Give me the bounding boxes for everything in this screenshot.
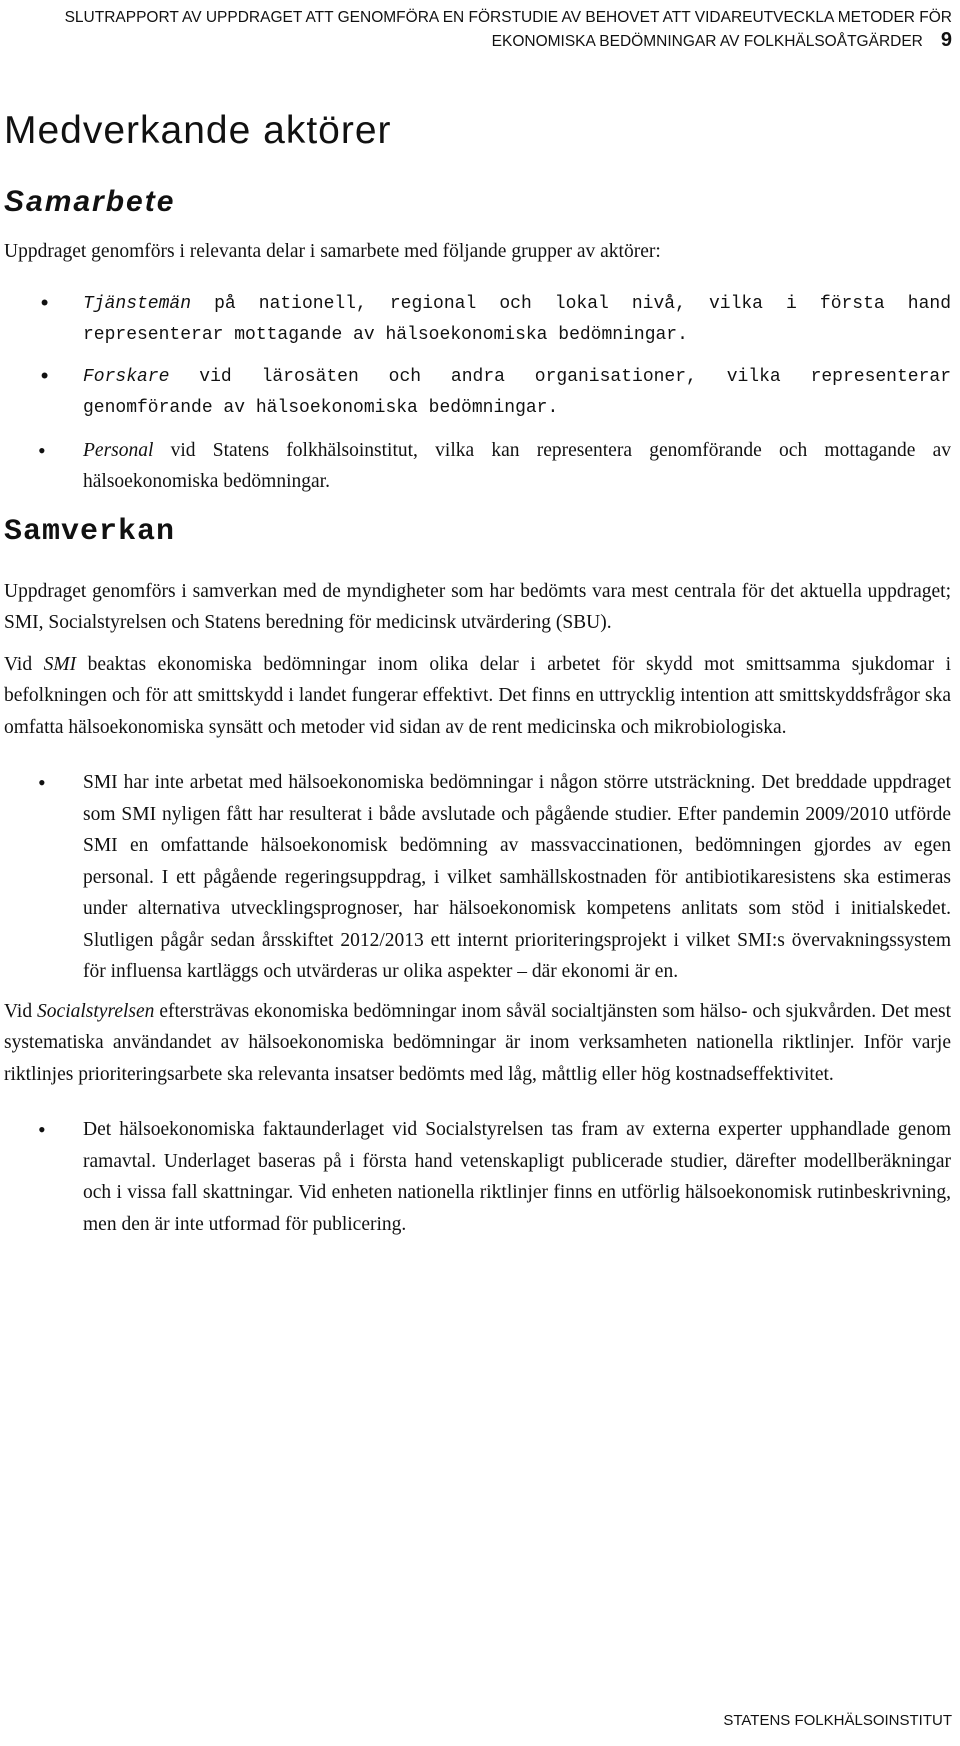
list-item: • Det hälsoekonomiska faktaunderlaget vid Socialstyrelsen tas fram av externa experter upphandlade genom ramavtal. Underlaget baseras på i första hand vetenskapligt publicerade studier, därefter modellberäkningar och i vissa fall skattningar. Vid enheten nationella riktlinjer finns en utförlig hälsoekonomisk rutinbeskrivning, men den är inte utformad för publicering. bbox=[4, 1114, 951, 1240]
header-line-1: SLUTRAPPORT AV UPPDRAGET ATT GENOMFÖRA EN FÖRSTUDIE AV BEHOVET ATT VIDAREUTVECKLA METODER FÖR bbox=[64, 9, 952, 26]
smi-list bbox=[4, 767, 951, 988]
emphasis-smi: SMI bbox=[43, 653, 77, 675]
list-item bbox=[4, 362, 951, 425]
running-header bbox=[65, 6, 952, 53]
list-item-text: på nationell, regional och lokal nivå, vilka i första hand representerar mottagande av hälsoekonomiska bedömningar. bbox=[83, 293, 951, 345]
page-content bbox=[4, 108, 951, 1240]
list-item bbox=[4, 289, 951, 352]
samarbete-intro: Uppdraget genomförs i relevanta delar i samarbete med följande grupper av aktörer: bbox=[4, 241, 661, 262]
samarbete-list bbox=[4, 289, 951, 498]
running-footer: STATENS FOLKHÄLSOINSTITUT bbox=[723, 1712, 952, 1729]
list-item-text: vid lärosäten och andra organisationer, vilka representerar genomförande av hälsoekonomiska bedömningar. bbox=[83, 366, 951, 418]
list-item bbox=[4, 435, 951, 498]
paragraph-text: Vid bbox=[4, 653, 44, 675]
page-title: Medverkande aktörer bbox=[4, 109, 392, 152]
paragraph-text: eftersträvas ekonomiska bedömningar inom såväl socialtjänsten som hälso- och sjukvården. Det mest systematiska användandet av hälsoekonomiska bedömningar är inom verksamheten nationella riktlinjer. Inför varje riktlinjes prioriteringsarbete ska relevanta insatser bedömts med låg, måttlig eller hög kostnadseffektivitet. bbox=[4, 1000, 951, 1085]
list-item-term: Forskare bbox=[83, 366, 170, 387]
paragraph-text: Vid bbox=[4, 1000, 38, 1022]
samverkan-paragraph-smi bbox=[4, 649, 951, 744]
page-number: 9 bbox=[940, 29, 952, 51]
samverkan-paragraph-socialstyrelsen bbox=[4, 996, 951, 1091]
list-item-term: Personal bbox=[83, 439, 154, 461]
samverkan-paragraph-1: Uppdraget genomförs i samverkan med de myndigheter som har bedömts vara mest centrala för det aktuella uppdraget; SMI, Socialstyrelsen och Statens beredning för medicinsk utvärdering (SBU). bbox=[4, 580, 951, 633]
list-item: • SMI har inte arbetat med hälsoekonomiska bedömningar i någon större utsträckning. Det breddade uppdraget som SMI nyligen fått har resulterat i både avslutade och pågående studier. Efter pandemin 2009/2010 utförde SMI en omfattande hälsoekonomisk bedömning av massvaccinationen, bedömningen gjordes av egen personal. I ett pågående regeringsuppdrag, i vilket samhällskostnaden för antibiotikaresistens ska estimeras under alternativa utvecklingsprognoser, har hälsoekonomisk kompetens anlitats som stöd i initialskedet. Slutligen pågår sedan årsskiftet 2012/2013 ett internt prioriteringsprojekt i vilket SMI:s övervakningssystem för influensa kartläggs och utvärderas ur olika aspekter – där ekonomi är en. bbox=[4, 767, 951, 988]
socialstyrelsen-list bbox=[4, 1114, 951, 1240]
header-line-2: EKONOMISKA BEDÖMNINGAR AV FOLKHÄLSOÅTGÄRDER bbox=[491, 33, 923, 50]
list-item-term: Tjänstemän bbox=[83, 293, 192, 314]
samverkan-heading: Samverkan bbox=[4, 514, 176, 549]
list-item-text: vid Statens folkhälsoinstitut, vilka kan representera genomförande och mottagande av hälsoekonomiska bedömningar. bbox=[83, 439, 951, 492]
paragraph-text: beaktas ekonomiska bedömningar inom olika delar i arbetet för skydd mot smittsamma sjukdomar i befolkningen och för att smittskydd i landet fungerar effektivt. Det finns en uttrycklig intention att smittskyddsfrågor ska omfatta hälsoekonomiska synsätt och metoder vid sidan av de rent medicinska och mikrobiologiska. bbox=[4, 653, 951, 738]
samarbete-heading: Samarbete bbox=[4, 185, 176, 218]
emphasis-socialstyrelsen: Socialstyrelsen bbox=[37, 1000, 155, 1022]
